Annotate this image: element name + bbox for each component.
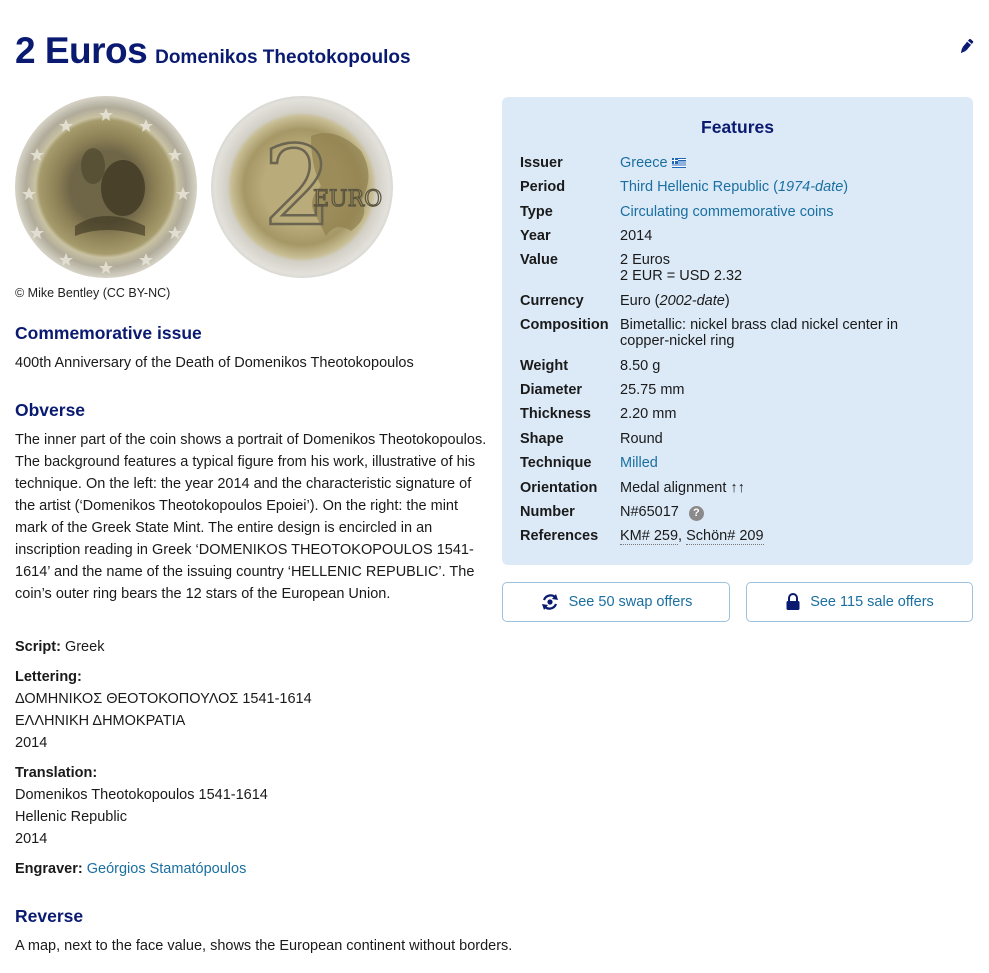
type-link[interactable]: Circulating commemorative coins	[620, 204, 834, 220]
reverse-value-mark: 2	[263, 122, 333, 250]
period-value: Third Hellenic Republic	[620, 179, 770, 195]
lettering-label: Lettering:	[15, 669, 82, 685]
diameter-value: 25.75 mm	[620, 382, 685, 398]
period-link[interactable]: Third Hellenic Republic (1974-date)	[620, 179, 849, 195]
pencil-icon[interactable]	[958, 38, 974, 56]
shape-label: Shape	[520, 431, 564, 447]
reference-schon[interactable]: Schön# 209	[686, 528, 764, 544]
lettering-line: ΔΟΜΗΝΙΚΟΣ ΘΕΟΤΟΚΟΠΟΥΛΟΣ 1541-1614	[15, 691, 312, 707]
engraver-link[interactable]: Geórgios Stamatópoulos	[86, 861, 247, 877]
thickness-label: Thickness	[520, 406, 591, 422]
script-row	[15, 636, 104, 658]
composition-line1: Bimetallic: nickel brass clad nickel center in	[620, 317, 899, 333]
features-heading: Features	[701, 117, 774, 137]
reverse-word-mark: EURO	[313, 187, 383, 212]
reference-km[interactable]: KM# 259	[620, 528, 679, 544]
swap-offers-label: See 50 swap offers	[568, 594, 693, 610]
obverse-description: The inner part of the coin shows a portrait of Domenikos Theotokopoulos. The background features a typical figure from his work, illustrative of his technique. On the left: the year 2014 and the characteristic signature of the artist (‘Domenikos Theotokopoulos Epoiei’). On the right: the mint mark of the Greek State Mint. The entire design is encircled in an inscription reading in Greek ‘DOMENIKOS THEOTOKOPOULOS 1541-1614’ and the name of the issuing country ‘HELLENIC REPUBLIC’. The coin’s outer ring bears the 12 stars of the European Union.	[15, 432, 487, 602]
help-icon[interactable]: ?	[689, 506, 704, 521]
lettering-line: ΕΛΛΗΝΙΚΗ ΔΗΜΟΚΡΑΤΙΑ	[15, 713, 186, 729]
orientation-value: Medal alignment ↑↑	[620, 480, 745, 496]
features-panel: Features Issuer Greece Period Third Hellenic Republic (1974-date) Type Circulating commemorative coins Year 2014 Value 2 Euros 2 EUR = USD 2.32 Currency Euro (2002-date) Composition Bimetallic: nickel brass clad nickel center in copper-nickel ring Weight 8.50 g Diameter 25.75 mm Thickness 2.20 mm Shape Round Technique Milled Orientation Medal alignment ↑↑ Number N#65017 ? References KM# 259, Schön# 209	[502, 97, 973, 565]
weight-value: 8.50 g	[620, 358, 661, 374]
commemorative-heading: Commemorative issue	[15, 323, 202, 343]
title-sub: Domenikos Theotokopoulos	[155, 47, 411, 68]
value-line1: 2 Euros	[620, 252, 670, 268]
sale-offers-label: See 115 sale offers	[810, 594, 934, 610]
translation-label: Translation:	[15, 765, 98, 781]
currency-value: Euro	[620, 293, 651, 309]
orientation-label: Orientation	[520, 480, 598, 496]
composition-label: Composition	[520, 317, 609, 333]
thickness-value: 2.20 mm	[620, 406, 677, 422]
obverse-heading: Obverse	[15, 400, 86, 420]
translation-line: Domenikos Theotokopoulos 1541-1614	[15, 787, 268, 803]
technique-label: Technique	[520, 455, 592, 471]
issuer-label: Issuer	[520, 155, 563, 171]
diameter-label: Diameter	[520, 382, 583, 398]
swap-offers-button[interactable]	[502, 582, 730, 622]
coin-images	[15, 96, 395, 278]
script-label: Script:	[15, 639, 61, 655]
script-value: Greek	[64, 639, 105, 655]
period-dates: 1974-date	[777, 179, 844, 195]
weight-label: Weight	[520, 358, 569, 374]
translation-line: 2014	[15, 831, 48, 847]
reverse-heading: Reverse	[15, 906, 84, 926]
period-label: Period	[520, 179, 566, 195]
image-copyright: © Mike Bentley (CC BY-NC)	[15, 286, 171, 300]
swap-icon	[540, 593, 560, 611]
title-main: 2 Euros	[15, 30, 148, 71]
value-label: Value	[520, 252, 558, 268]
engraver-label: Engraver:	[15, 861, 83, 877]
reverse-image[interactable]	[211, 96, 393, 278]
type-label: Type	[520, 204, 553, 220]
engraver-row	[15, 858, 246, 880]
number-value: N#65017	[620, 504, 679, 520]
year-label: Year	[520, 228, 551, 244]
number-label: Number	[520, 504, 575, 520]
lettering-block	[15, 666, 312, 754]
commemorative-text: 400th Anniversary of the Death of Domenikos Theotokopoulos	[15, 355, 414, 371]
greece-flag-icon	[672, 158, 686, 168]
shape-value: Round	[620, 431, 663, 447]
year-value: 2014	[620, 228, 653, 244]
technique-link[interactable]: Milled	[620, 455, 658, 471]
value-line2: 2 EUR = USD 2.32	[620, 268, 743, 284]
sale-offers-button[interactable]	[746, 582, 973, 622]
translation-block	[15, 762, 268, 850]
lettering-line: 2014	[15, 735, 48, 751]
reverse-description: A map, next to the face value, shows the European continent without borders.	[15, 938, 513, 954]
issuer-link[interactable]: Greece	[620, 155, 668, 171]
lock-icon	[785, 593, 801, 611]
currency-dates: 2002-date	[659, 293, 725, 309]
composition-line2: copper-nickel ring	[620, 333, 735, 349]
translation-line: Hellenic Republic	[15, 809, 128, 825]
references-label: References	[520, 528, 599, 544]
currency-label: Currency	[520, 293, 584, 309]
page-title	[15, 30, 411, 72]
obverse-image[interactable]	[15, 96, 197, 278]
